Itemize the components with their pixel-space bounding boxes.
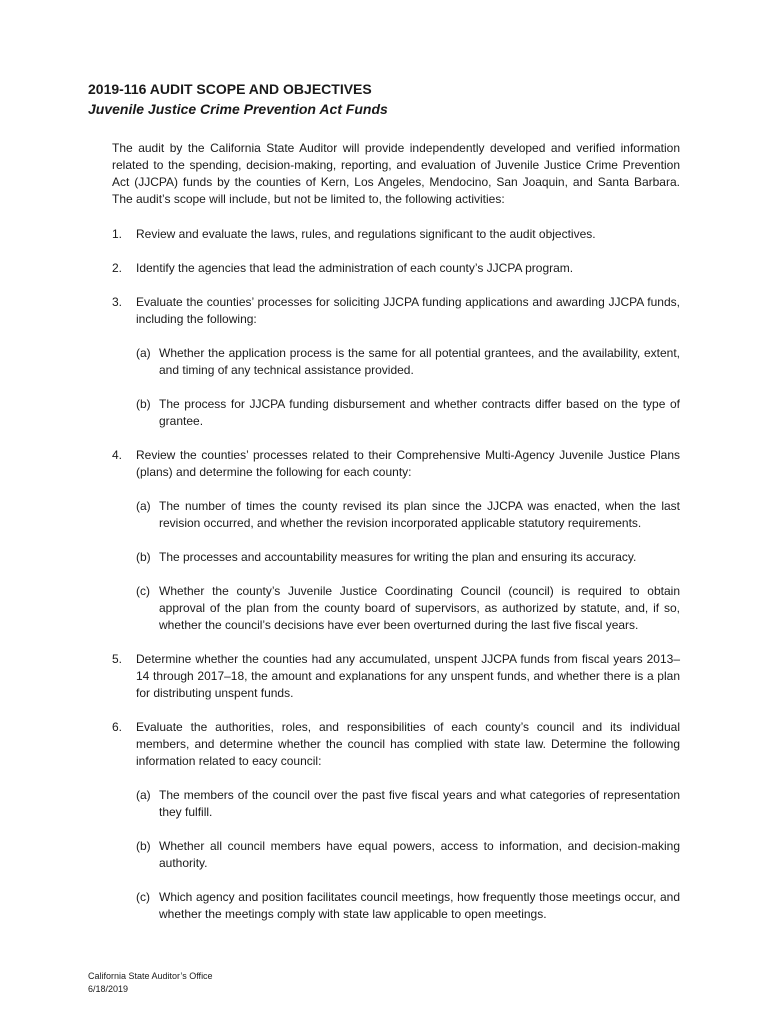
footer xyxy=(88,970,213,996)
sub-objective-text: The number of times the county revised its plan since the JJCPA was enacted, when the last revision occurred, and whether the revision incorporated applicable statutory requirements. xyxy=(159,499,680,530)
objective-text: Identify the agencies that lead the administration of each county’s JJCPA program. xyxy=(136,261,574,275)
sub-objective-item xyxy=(136,549,680,566)
objective-text: Review the counties’ processes related to their Comprehensive Multi-Agency Juvenile Justice Plans (plans) and determine the following for each county: xyxy=(136,448,680,479)
objective-item xyxy=(112,719,680,770)
objective-number: 3. xyxy=(112,295,123,309)
objective-item xyxy=(112,294,680,328)
sub-objective-item xyxy=(136,889,680,923)
document-body xyxy=(112,140,680,940)
sub-objective-text: Whether all council members have equal powers, access to information, and decision-making authority. xyxy=(159,839,680,870)
footer-office: California State Auditor’s Office xyxy=(88,971,213,981)
objective-number: 4. xyxy=(112,448,123,462)
objective-item xyxy=(112,651,680,702)
sub-objective-item xyxy=(136,583,680,634)
document-title: 2019-116 AUDIT SCOPE AND OBJECTIVES xyxy=(88,81,372,97)
objective-text: Evaluate the counties’ processes for soliciting JJCPA funding applications and awarding JJCPA funds, including the following: xyxy=(136,295,680,326)
sub-objective-text: The process for JJCPA funding disbursement and whether contracts differ based on the type of grantee. xyxy=(159,397,680,428)
sub-objective-text: Whether the application process is the same for all potential grantees, and the availability, extent, and timing of any technical assistance provided. xyxy=(159,346,680,377)
objective-item xyxy=(112,447,680,481)
sub-objective-text: Whether the county’s Juvenile Justice Coordinating Council (council) is required to obtain approval of the plan from the county board of supervisors, as authorized by statute, and, if so, whether the council’s decisions have ever been overturned during the last five fiscal years. xyxy=(159,584,680,632)
sub-objective-text: The members of the council over the past five fiscal years and what categories of representation they fulfill. xyxy=(159,788,680,819)
sub-objective-item xyxy=(136,838,680,872)
sub-objective-text: Which agency and position facilitates council meetings, how frequently those meetings occur, and whether the meetings comply with state law applicable to open meetings. xyxy=(159,890,680,921)
sub-objective-label: (c) xyxy=(136,584,150,598)
sub-objective-label: (a) xyxy=(136,788,151,802)
sub-objective-item xyxy=(136,345,680,379)
objective-text: Evaluate the authorities, roles, and responsibilities of each county’s council and its individual members, and determine whether the council has complied with state law. Determine the following information related to eacy council: xyxy=(136,720,680,768)
intro-paragraph: The audit by the California State Auditor will provide independently developed and verified information related to the spending, decision-making, reporting, and evaluation of Juvenile Justice Crime Prevention Act (JJCPA) funds by the counties of Kern, Los Angeles, Mendocino, San Joaquin, and Santa Barbara. The audit’s scope will include, but not be limited to, the following activities: xyxy=(112,141,680,206)
sub-objective-label: (b) xyxy=(136,397,151,411)
sub-objective-item xyxy=(136,396,680,430)
sub-objective-label: (a) xyxy=(136,346,151,360)
footer-date: 6/18/2019 xyxy=(88,984,129,994)
sub-objective-label: (a) xyxy=(136,499,151,513)
objective-text: Review and evaluate the laws, rules, and regulations significant to the audit objectives. xyxy=(136,227,596,241)
sub-objective-item xyxy=(136,498,680,532)
objective-number: 6. xyxy=(112,720,123,734)
objective-number: 1. xyxy=(112,227,123,241)
objective-number: 5. xyxy=(112,652,123,666)
document-subtitle: Juvenile Justice Crime Prevention Act Funds xyxy=(88,101,388,117)
objectives-list xyxy=(112,226,680,923)
sub-objective-item xyxy=(136,787,680,821)
objective-item xyxy=(112,226,680,243)
sub-objective-label: (b) xyxy=(136,839,151,853)
objective-item xyxy=(112,260,680,277)
sub-objective-label: (c) xyxy=(136,890,150,904)
sub-objective-text: The processes and accountability measures for writing the plan and ensuring its accuracy. xyxy=(159,550,637,564)
objective-text: Determine whether the counties had any accumulated, unspent JJCPA funds from fiscal years 2013–14 through 2017–18, the amount and explanations for any unspent funds, and whether there is a plan for distributing unspent funds. xyxy=(136,652,680,700)
objective-number: 2. xyxy=(112,261,123,275)
sub-objective-label: (b) xyxy=(136,550,151,564)
